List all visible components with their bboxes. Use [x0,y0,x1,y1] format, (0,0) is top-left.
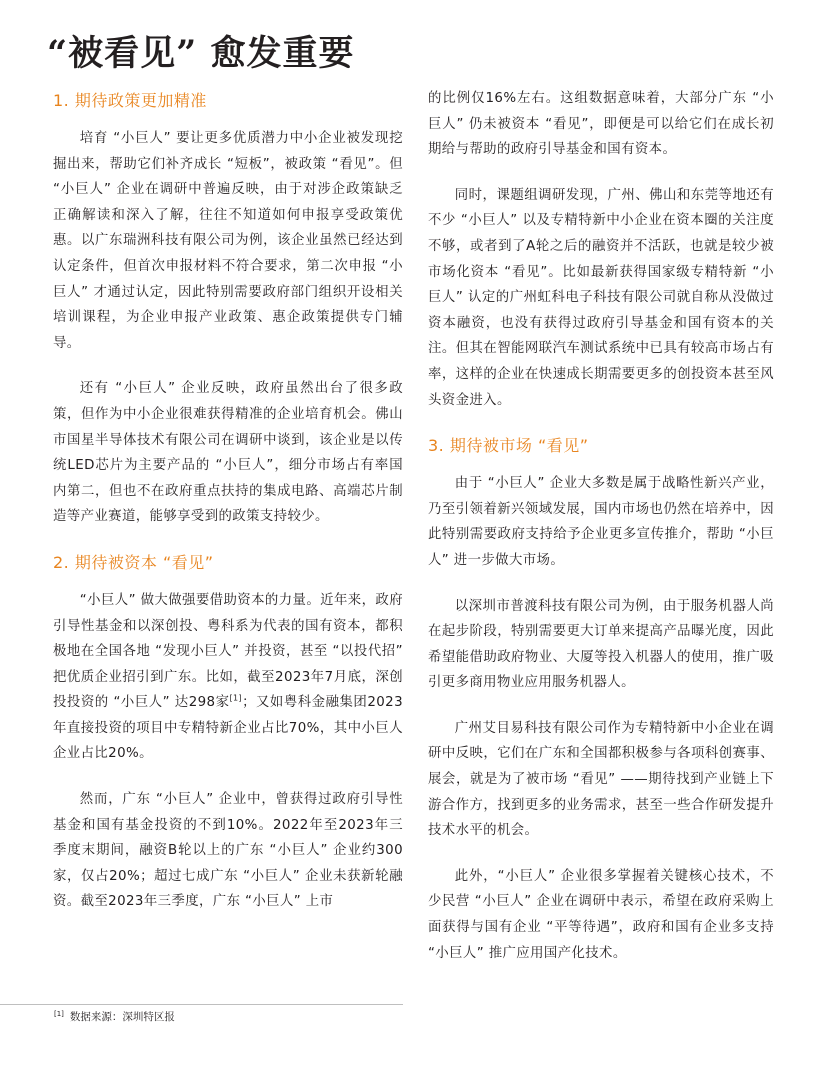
section-heading-capital: 2. 期待被资本 “看见” [53,552,214,572]
paragraph: 此外，“小巨人” 企业很多掌握着关键核心技术，不少民营 “小巨人” 企业在调研中表示，希望在政府采购上面获得与国有企业 “平等待遇”，政府和国有企业多支持 “小巨人” 推广应用国产化技术。 [428,868,774,961]
paragraph: 同时，课题组调研发现，广州、佛山和东莞等地还有不少 “小巨人” 以及专精特新中小企业在资本圈的关注度不够，或者到了A轮之后的融资并不活跃，也就是较少被市场化资本 “看见”。比如最新获得国家级专精特新 “小巨人” 认定的广州虹科电子科技有限公司就自称从没做过资本融资，也没有获得过政府引导基金和国有资本的关注。但其在智能网联汽车测试系统中已具有较高市场占有率，这样的企业在快速成长期需要更多的创投资本甚至风头资金进入。 [428,187,774,408]
footnote-reference[interactable]: [1] [229,693,243,703]
paragraph-continued: 的比例仅16%左右。这组数据意味着，大部分广东 “小巨人” 仍未被资本 “看见”，即便是可以给它们在成长初期给与帮助的政府引导基金和国有资本。 [428,91,774,158]
paragraph: 以深圳市普渡科技有限公司为例，由于服务机器人尚在起步阶段，特别需要更大订单来提高产品曝光度，因此希望能借助政府物业、大厦等投入机器人的使用，推广吸引更多商用物业应用服务机器人。 [428,598,774,691]
paragraph: 培育 “小巨人” 要让更多优质潜力中小企业被发现挖掘出来，帮助它们补齐成长 “短板”，被政策 “看见”。但 “小巨人” 企业在调研中普遍反映，由于对涉企政策缺乏正确解读和深入了解，往往不知道如何申报享受政策优惠。以广东瑞洲科技有限公司为例，该企业虽然已经达到认定条件，但首次申报材料不符合要求，第二次申报 “小巨人” 才通过认定，因此特别需要政府部门组织开设相关培训课程，为企业申报产业政策、惠企政策提供专门辅导。 [53,131,403,351]
left-column [53,88,403,935]
paragraph-text: “小巨人” 做大做强要借助资本的力量。近年来，政府引导性基金和以深创投、粤科系为代表的国有资本，都积极地在全国各地 “发现小巨人” 并投资，甚至 “以投代招” 把优质企业招引到广东。比如，截至2023年7月底，深创投投资的 “小巨人” 达298家 [53,592,403,711]
paragraph: 广州艾目易科技有限公司作为专精特新中小企业在调研中反映，它们在广东和全国都积极参与各项科创赛事、展会，就是为了被市场 “看见” ——期待找到产业链上下游合作方，找到更多的业务需求，甚至一些合作研发提升技术水平的机会。 [428,720,774,839]
right-column [428,86,774,986]
page-title: “被看见” 愈发重要 [47,33,355,74]
footnote-text: 数据来源：深圳特区报 [69,1011,175,1023]
paragraph: 还有 “小巨人” 企业反映，政府虽然出台了很多政策，但作为中小企业很难获得精准的企业培育机会。佛山市国星半导体技术有限公司在调研中谈到，该企业是以传统LED芯片为主要产品的 “小巨人”，细分市场占有率国内第二，但也不在政府重点扶持的集成电路、高端芯片制造等产业赛道，能够享受到的政策支持较少。 [53,381,403,525]
paragraph [53,588,403,767]
paragraph-text: ；又如粤科金融集团2023年直接投资的项目中专精特新企业占比70%，其中小巨人企业占比20%。 [53,695,403,762]
paragraph: 然而，广东 “小巨人” 企业中，曾获得过政府引导性基金和国有基金投资的不到10%。2022年至2023年三季度末期间，融资B轮以上的广东 “小巨人” 企业约300家，仅占20%；超过七成广东 “小巨人” 企业未获新轮融资。截至2023年三季度，广东 “小巨人” 上市 [53,792,403,910]
footnote-divider [0,1004,403,1005]
section-heading-market: 3. 期待被市场 “看见” [428,436,589,456]
section-heading-policy: 1. 期待政策更加精准 [53,91,207,110]
footnote [54,1009,175,1024]
paragraph: 由于 “小巨人” 企业大多数是属于战略性新兴产业，乃至引领着新兴领域发展，国内市场也仍然在培养中，因此特别需要政府支持给予企业更多宣传推介，帮助 “小巨人” 进一步做大市场。 [428,476,774,568]
footnote-mark: [1] [54,1009,64,1018]
